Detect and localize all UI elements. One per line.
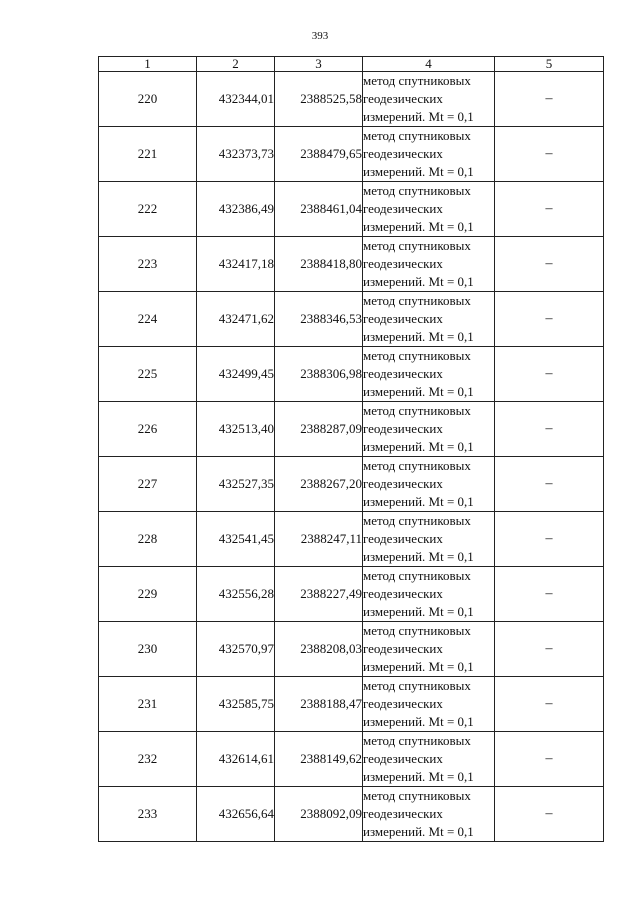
table-row bbox=[99, 347, 604, 402]
note-cell: – bbox=[495, 622, 604, 677]
note-cell: – bbox=[495, 402, 604, 457]
table-row bbox=[99, 622, 604, 677]
method-line: измерений. Mt = 0,1 bbox=[363, 714, 474, 729]
method-line: измерений. Mt = 0,1 bbox=[363, 659, 474, 674]
point-number-cell: 222 bbox=[99, 182, 197, 237]
method-line: измерений. Mt = 0,1 bbox=[363, 384, 474, 399]
method-line: метод спутниковых bbox=[363, 678, 471, 693]
method-line: метод спутниковых bbox=[363, 348, 471, 363]
point-number-cell: 221 bbox=[99, 127, 197, 182]
method-line: измерений. Mt = 0,1 bbox=[363, 164, 474, 179]
method-line: измерений. Mt = 0,1 bbox=[363, 439, 474, 454]
method-line: метод спутниковых bbox=[363, 293, 471, 308]
x-coordinate-cell: 432556,28 bbox=[197, 567, 275, 622]
method-line: метод спутниковых bbox=[363, 568, 471, 583]
method-line: геодезических bbox=[363, 256, 443, 271]
method-line: геодезических bbox=[363, 201, 443, 216]
method-line: геодезических bbox=[363, 476, 443, 491]
method-line: геодезических bbox=[363, 91, 443, 106]
note-cell: – bbox=[495, 787, 604, 842]
y-coordinate-cell: 2388525,58 bbox=[275, 72, 363, 127]
note-cell: – bbox=[495, 237, 604, 292]
method-line: измерений. Mt = 0,1 bbox=[363, 494, 474, 509]
point-number-cell: 231 bbox=[99, 677, 197, 732]
table-row bbox=[99, 182, 604, 237]
header-col-3: 3 bbox=[275, 57, 363, 72]
table-body bbox=[99, 72, 604, 842]
table-row bbox=[99, 567, 604, 622]
point-number-cell: 232 bbox=[99, 732, 197, 787]
point-number-cell: 233 bbox=[99, 787, 197, 842]
table-row bbox=[99, 512, 604, 567]
table-row bbox=[99, 292, 604, 347]
y-coordinate-cell: 2388188,47 bbox=[275, 677, 363, 732]
header-col-1: 1 bbox=[99, 57, 197, 72]
method-line: геодезических bbox=[363, 751, 443, 766]
point-number-cell: 224 bbox=[99, 292, 197, 347]
point-number-cell: 225 bbox=[99, 347, 197, 402]
x-coordinate-cell: 432614,61 bbox=[197, 732, 275, 787]
method-line: геодезических bbox=[363, 586, 443, 601]
method-line: метод спутниковых bbox=[363, 183, 471, 198]
point-number-cell: 229 bbox=[99, 567, 197, 622]
header-row bbox=[99, 57, 604, 72]
x-coordinate-cell: 432527,35 bbox=[197, 457, 275, 512]
method-cell bbox=[363, 127, 495, 182]
method-cell bbox=[363, 347, 495, 402]
x-coordinate-cell: 432386,49 bbox=[197, 182, 275, 237]
method-line: метод спутниковых bbox=[363, 73, 471, 88]
method-line: геодезических bbox=[363, 531, 443, 546]
y-coordinate-cell: 2388227,49 bbox=[275, 567, 363, 622]
x-coordinate-cell: 432373,73 bbox=[197, 127, 275, 182]
method-cell bbox=[363, 567, 495, 622]
x-coordinate-cell: 432513,40 bbox=[197, 402, 275, 457]
method-cell bbox=[363, 512, 495, 567]
note-cell: – bbox=[495, 347, 604, 402]
x-coordinate-cell: 432344,01 bbox=[197, 72, 275, 127]
method-line: измерений. Mt = 0,1 bbox=[363, 274, 474, 289]
method-line: метод спутниковых bbox=[363, 128, 471, 143]
page-number: 393 bbox=[311, 30, 329, 42]
coordinates-table bbox=[98, 56, 604, 842]
note-cell: – bbox=[495, 732, 604, 787]
method-cell bbox=[363, 732, 495, 787]
point-number-cell: 230 bbox=[99, 622, 197, 677]
y-coordinate-cell: 2388149,62 bbox=[275, 732, 363, 787]
y-coordinate-cell: 2388418,80 bbox=[275, 237, 363, 292]
method-cell bbox=[363, 72, 495, 127]
point-number-cell: 226 bbox=[99, 402, 197, 457]
header-col-2: 2 bbox=[197, 57, 275, 72]
note-cell: – bbox=[495, 512, 604, 567]
method-cell bbox=[363, 677, 495, 732]
table-row bbox=[99, 127, 604, 182]
y-coordinate-cell: 2388479,65 bbox=[275, 127, 363, 182]
method-line: геодезических bbox=[363, 311, 443, 326]
y-coordinate-cell: 2388092,09 bbox=[275, 787, 363, 842]
note-cell: – bbox=[495, 127, 604, 182]
method-line: измерений. Mt = 0,1 bbox=[363, 769, 474, 784]
method-line: метод спутниковых bbox=[363, 403, 471, 418]
table-row bbox=[99, 457, 604, 512]
method-line: геодезических bbox=[363, 146, 443, 161]
method-line: геодезических bbox=[363, 641, 443, 656]
y-coordinate-cell: 2388306,98 bbox=[275, 347, 363, 402]
y-coordinate-cell: 2388287,09 bbox=[275, 402, 363, 457]
method-line: геодезических bbox=[363, 806, 443, 821]
y-coordinate-cell: 2388247,11 bbox=[275, 512, 363, 567]
method-line: метод спутниковых bbox=[363, 458, 471, 473]
method-line: измерений. Mt = 0,1 bbox=[363, 109, 474, 124]
method-cell bbox=[363, 237, 495, 292]
x-coordinate-cell: 432499,45 bbox=[197, 347, 275, 402]
method-cell bbox=[363, 622, 495, 677]
method-cell bbox=[363, 457, 495, 512]
note-cell: – bbox=[495, 292, 604, 347]
y-coordinate-cell: 2388208,03 bbox=[275, 622, 363, 677]
x-coordinate-cell: 432656,64 bbox=[197, 787, 275, 842]
method-line: измерений. Mt = 0,1 bbox=[363, 329, 474, 344]
x-coordinate-cell: 432570,97 bbox=[197, 622, 275, 677]
table-row bbox=[99, 237, 604, 292]
point-number-cell: 223 bbox=[99, 237, 197, 292]
method-line: измерений. Mt = 0,1 bbox=[363, 604, 474, 619]
y-coordinate-cell: 2388461,04 bbox=[275, 182, 363, 237]
method-cell bbox=[363, 182, 495, 237]
method-line: метод спутниковых bbox=[363, 733, 471, 748]
table-row bbox=[99, 732, 604, 787]
method-cell bbox=[363, 787, 495, 842]
method-line: измерений. Mt = 0,1 bbox=[363, 824, 474, 839]
note-cell: – bbox=[495, 182, 604, 237]
point-number-cell: 227 bbox=[99, 457, 197, 512]
note-cell: – bbox=[495, 567, 604, 622]
method-line: метод спутниковых bbox=[363, 623, 471, 638]
method-line: геодезических bbox=[363, 366, 443, 381]
note-cell: – bbox=[495, 677, 604, 732]
point-number-cell: 228 bbox=[99, 512, 197, 567]
note-cell: – bbox=[495, 457, 604, 512]
method-cell bbox=[363, 402, 495, 457]
header-col-5: 5 bbox=[495, 57, 604, 72]
x-coordinate-cell: 432585,75 bbox=[197, 677, 275, 732]
method-line: измерений. Mt = 0,1 bbox=[363, 219, 474, 234]
table-row bbox=[99, 677, 604, 732]
x-coordinate-cell: 432417,18 bbox=[197, 237, 275, 292]
method-line: метод спутниковых bbox=[363, 513, 471, 528]
y-coordinate-cell: 2388267,20 bbox=[275, 457, 363, 512]
table-row bbox=[99, 72, 604, 127]
note-cell: – bbox=[495, 72, 604, 127]
y-coordinate-cell: 2388346,53 bbox=[275, 292, 363, 347]
point-number-cell: 220 bbox=[99, 72, 197, 127]
method-line: геодезических bbox=[363, 696, 443, 711]
table-row bbox=[99, 787, 604, 842]
header-col-4: 4 bbox=[363, 57, 495, 72]
x-coordinate-cell: 432541,45 bbox=[197, 512, 275, 567]
method-line: метод спутниковых bbox=[363, 788, 471, 803]
method-line: геодезических bbox=[363, 421, 443, 436]
method-cell bbox=[363, 292, 495, 347]
table-row bbox=[99, 402, 604, 457]
method-line: измерений. Mt = 0,1 bbox=[363, 549, 474, 564]
x-coordinate-cell: 432471,62 bbox=[197, 292, 275, 347]
method-line: метод спутниковых bbox=[363, 238, 471, 253]
